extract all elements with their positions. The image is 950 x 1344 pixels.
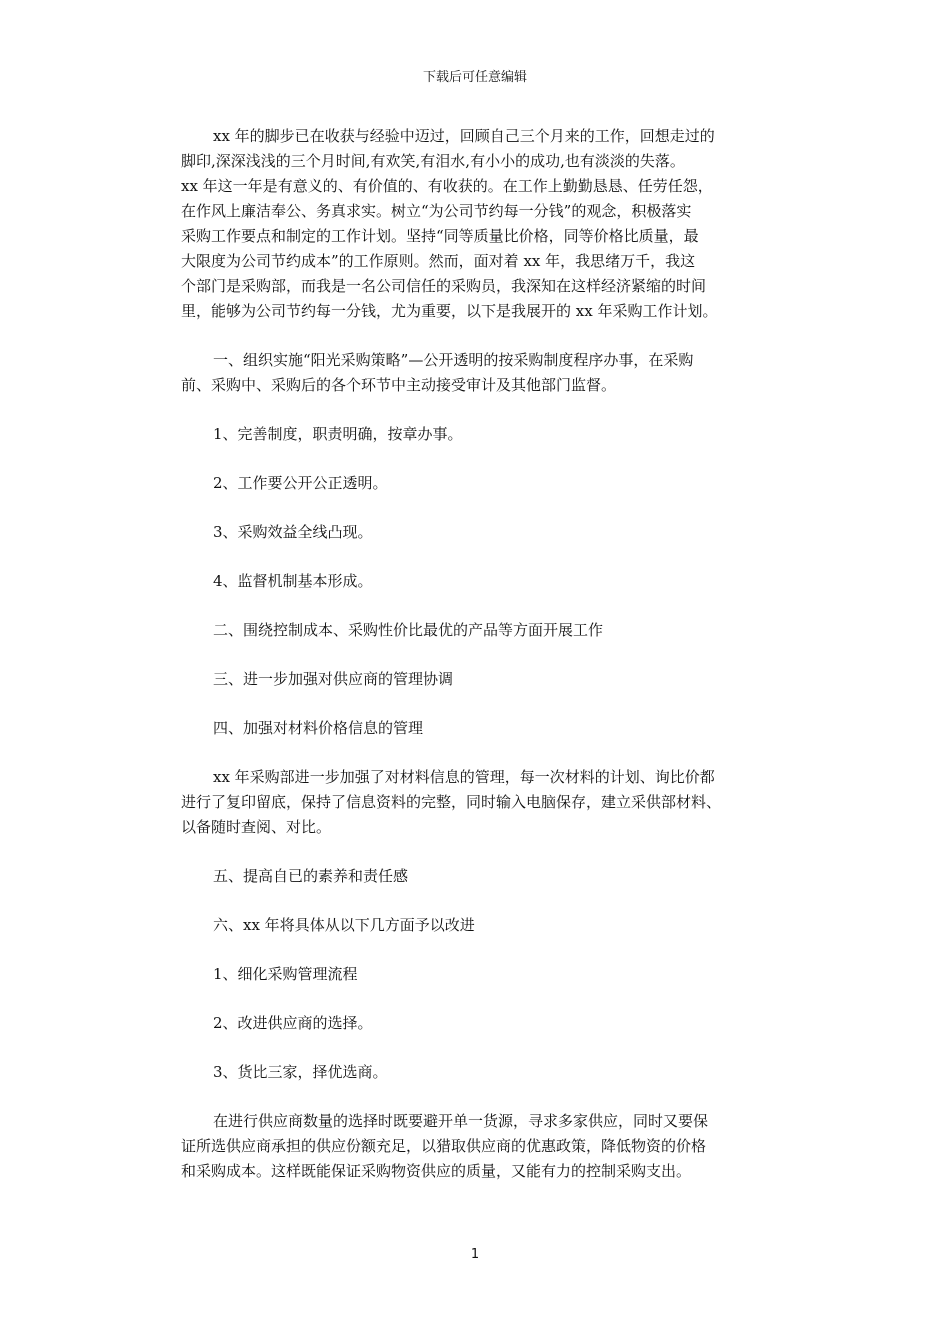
text-line: 里，能够为公司节约每一分钱，尤为重要，以下是我展开的 xx 年采购工作计划。	[181, 302, 718, 320]
text-line: 采购工作要点和制定的工作计划。坚持“同等质量比价格，同等价格比质量，最	[181, 227, 699, 245]
page-header: 下载后可任意编辑	[422, 70, 527, 85]
list-item: 1、细化采购管理流程	[213, 965, 358, 983]
list-item: 2、工作要公开公正透明。	[213, 474, 388, 492]
text-line: 在作风上廉洁奉公、务真求实。树立“为公司节约每一分钱”的观念，积极落实	[181, 202, 692, 220]
text-line: 和采购成本。这样既能保证采购物资供应的质量，又能有力的控制采购支出。	[181, 1162, 692, 1180]
list-item: 3、采购效益全线凸现。	[213, 523, 373, 541]
section-heading: 四、加强对材料价格信息的管理	[213, 719, 424, 737]
list-item: 2、改进供应商的选择。	[213, 1014, 373, 1032]
text-line: 以备随时查阅、对比。	[181, 818, 332, 836]
text-line: xx 年这一年是有意义的、有价值的、有收获的。在工作上勤勤恳恳、任劳任怨，	[181, 177, 713, 195]
section-1	[181, 348, 781, 398]
text-line: 证所选供应商承担的供应份额充足，以猎取供应商的优惠政策，降低物资的价格	[181, 1137, 707, 1155]
section-heading: 三、进一步加强对供应商的管理协调	[213, 670, 454, 688]
section-heading: 二、围绕控制成本、采购性价比最优的产品等方面开展工作	[213, 621, 604, 639]
section-heading: 一、组织实施“阳光采购策略”—公开透明的按采购制度程序办事，在采购	[213, 351, 694, 369]
page-number: 1	[470, 1247, 480, 1262]
materials-paragraph	[181, 765, 781, 840]
document-body	[181, 124, 781, 1184]
text-line: 在进行供应商数量的选择时既要避开单一货源，寻求多家供应，同时又要保	[213, 1112, 709, 1130]
text-line: 脚印,深深浅浅的三个月时间,有欢笑,有泪水,有小小的成功,也有淡淡的失落。	[181, 152, 685, 170]
section-heading: 六、xx 年将具体从以下几方面予以改进	[213, 916, 475, 934]
list-item: 3、货比三家，择优选商。	[213, 1063, 388, 1081]
section-heading: 五、提高自已的素养和责任感	[213, 867, 409, 885]
intro-paragraph	[181, 124, 781, 324]
text-line: 大限度为公司节约成本”的工作原则。然而，面对着 xx 年，我思绪万千，我这	[181, 252, 696, 270]
text-line: 个部门是采购部，而我是一名公司信任的采购员，我深知在这样经济紧缩的时间	[181, 277, 707, 295]
text-line: xx 年采购部进一步加强了对材料信息的管理，每一次材料的计划、询比价都	[213, 768, 715, 786]
supplier-paragraph	[181, 1109, 781, 1184]
text-line: xx 年的脚步已在收获与经验中迈过，回顾自己三个月来的工作，回想走过的	[213, 127, 715, 145]
list-item: 1、完善制度，职责明确，按章办事。	[213, 425, 463, 443]
text-line: 进行了复印留底，保持了信息资料的完整，同时输入电脑保存，建立采供部材料、	[181, 793, 722, 811]
text-line: 前、采购中、采购后的各个环节中主动接受审计及其他部门监督。	[181, 376, 617, 394]
list-item: 4、监督机制基本形成。	[213, 572, 373, 590]
